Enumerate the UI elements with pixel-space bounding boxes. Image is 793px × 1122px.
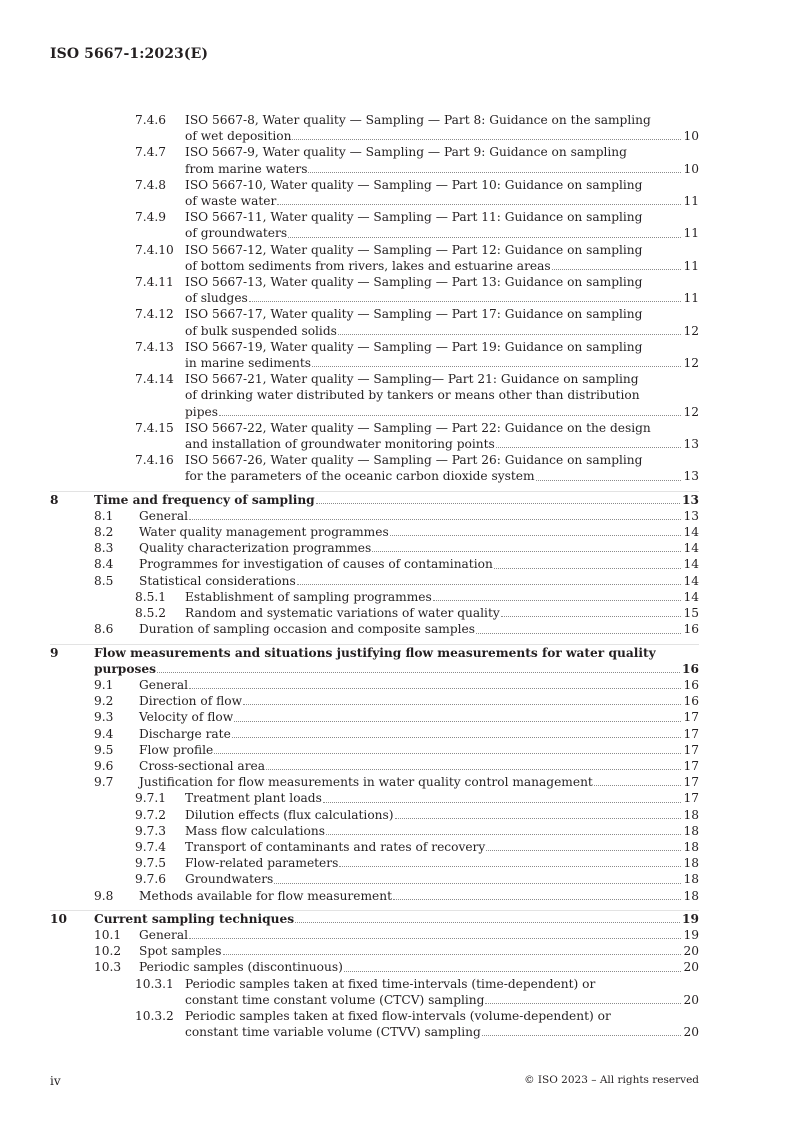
toc-entry-page: 20 xyxy=(683,1025,699,1040)
toc-entry[interactable] xyxy=(50,677,699,693)
dot-leader xyxy=(249,301,682,302)
toc-entry-title: Current sampling techniques xyxy=(94,911,295,926)
toc-entry-number: 10.1 xyxy=(94,927,122,942)
toc-entry-title: Statistical considerations xyxy=(139,573,296,588)
toc-entry-title: Treatment plant loads xyxy=(185,791,322,806)
toc-entry[interactable] xyxy=(50,871,699,887)
toc-entry[interactable] xyxy=(50,621,699,637)
toc-entry-title: Time and frequency of sampling xyxy=(94,492,315,507)
toc-entry-page: 19 xyxy=(683,927,699,942)
dot-leader xyxy=(274,883,681,884)
toc-entry-page: 18 xyxy=(683,888,699,903)
toc-entry[interactable] xyxy=(50,589,699,605)
toc-entry-number: 9.7.2 xyxy=(135,807,167,822)
toc-entry[interactable] xyxy=(50,508,699,524)
toc-entry-page: 16 xyxy=(683,694,699,709)
toc-entry-page: 11 xyxy=(683,194,699,209)
toc-entry-number: 9.8 xyxy=(94,888,114,903)
toc-entry[interactable] xyxy=(50,605,699,621)
dot-leader xyxy=(594,785,682,786)
toc-entry-page: 13 xyxy=(683,469,699,484)
toc-entry-title: of drinking water distributed by tankers or means other than distribution xyxy=(185,388,640,403)
document-header: ISO 5667-1:2023(E) xyxy=(50,46,209,62)
toc-entry-number: 9.7 xyxy=(94,775,114,790)
toc-entry-page: 18 xyxy=(683,872,699,887)
toc-entry-page: 11 xyxy=(683,258,699,273)
toc-entry-title: ISO 5667-19, Water quality — Sampling — Part 19: Guidance on sampling xyxy=(185,339,643,354)
toc-entry-page: 11 xyxy=(683,226,699,241)
toc-entry-number: 9.6 xyxy=(94,758,114,773)
toc-entry-page: 17 xyxy=(683,791,699,806)
toc-entry-title: General xyxy=(139,508,188,523)
dot-leader xyxy=(214,753,681,754)
dot-leader xyxy=(312,366,681,367)
dot-leader xyxy=(295,922,680,923)
toc-entry-title: ISO 5667-12, Water quality — Sampling — Part 12: Guidance on sampling xyxy=(185,242,643,257)
toc-entry-title: constant time variable volume (CTVV) sampling xyxy=(185,1025,481,1040)
toc-entry[interactable] xyxy=(50,726,699,742)
dot-leader xyxy=(344,971,682,972)
toc-entry[interactable] xyxy=(50,452,699,484)
dot-leader xyxy=(476,633,681,634)
dot-leader xyxy=(308,172,681,173)
toc-entry-page: 20 xyxy=(683,960,699,975)
toc-entry[interactable] xyxy=(50,959,699,975)
dot-leader xyxy=(482,1035,682,1036)
toc-entry-page: 10 xyxy=(683,161,699,176)
toc-entry-page: 13 xyxy=(682,492,699,507)
toc-entry-number: 7.4.14 xyxy=(135,372,174,387)
toc-entry-title: for the parameters of the oceanic carbon dioxide system xyxy=(185,469,535,484)
toc-entry-title: and installation of groundwater monitoring points xyxy=(185,437,495,452)
dot-leader xyxy=(189,519,681,520)
toc-entry-page: 15 xyxy=(683,606,699,621)
dot-leader xyxy=(266,769,681,770)
toc-entry-title: Periodic samples taken at fixed flow-intervals (volume-dependent) or xyxy=(185,1008,611,1023)
toc-entry[interactable] xyxy=(50,709,699,725)
toc-entry-title: Velocity of flow xyxy=(139,710,234,725)
toc-entry[interactable] xyxy=(50,556,699,572)
toc-entry-title: Direction of flow xyxy=(139,694,243,709)
toc-entry-title: Flow-related parameters xyxy=(185,856,339,871)
toc-entry-page: 14 xyxy=(683,525,699,540)
toc-entry-title: of wet deposition xyxy=(185,129,292,144)
toc-entry-number: 7.4.8 xyxy=(135,177,167,192)
dot-leader xyxy=(288,237,681,238)
toc-entry-page: 18 xyxy=(683,823,699,838)
toc-entry[interactable] xyxy=(50,1008,699,1040)
toc-entry-title: ISO 5667-10, Water quality — Sampling — Part 10: Guidance on sampling xyxy=(185,177,643,192)
toc-entry-page: 11 xyxy=(683,291,699,306)
toc-entry-title: ISO 5667-26, Water quality — Sampling — Part 26: Guidance on sampling xyxy=(185,453,643,468)
toc-entry-number: 8.5 xyxy=(94,573,114,588)
toc-entry-title: ISO 5667-13, Water quality — Sampling — Part 13: Guidance on sampling xyxy=(185,275,643,290)
toc-entry-title: Water quality management programmes xyxy=(139,525,389,540)
toc-entry-number: 9.4 xyxy=(94,726,114,741)
toc-entry[interactable] xyxy=(50,888,699,904)
toc-entry-number: 8.1 xyxy=(94,508,114,523)
toc-entry[interactable] xyxy=(50,420,699,452)
toc-entry-number: 9.3 xyxy=(94,710,114,725)
toc-entry-number: 8.3 xyxy=(94,541,114,556)
toc-entry-page: 17 xyxy=(683,710,699,725)
dot-leader xyxy=(316,503,680,504)
dot-leader xyxy=(486,850,681,851)
toc-entry-title: ISO 5667-9, Water quality — Sampling — Part 9: Guidance on sampling xyxy=(185,145,627,160)
toc-entry-number: 7.4.16 xyxy=(135,453,174,468)
toc-entry[interactable] xyxy=(50,976,699,1008)
toc-entry-page: 16 xyxy=(682,661,699,676)
toc-entry-title: ISO 5667-11, Water quality — Sampling — Part 11: Guidance on sampling xyxy=(185,210,643,225)
toc-entry[interactable] xyxy=(50,573,699,589)
toc-entry-title: ISO 5667-22, Water quality — Sampling — Part 22: Guidance on the design xyxy=(185,420,651,435)
toc-entry[interactable] xyxy=(50,371,699,420)
toc-entry-number: 7.4.15 xyxy=(135,420,174,435)
dot-leader xyxy=(323,802,682,803)
dot-leader xyxy=(189,938,681,939)
dot-leader xyxy=(223,954,682,955)
toc-entry-title: Cross-sectional area xyxy=(139,758,265,773)
toc-entry-number: 8 xyxy=(50,492,59,507)
dot-leader xyxy=(292,139,681,140)
toc-entry[interactable] xyxy=(50,144,699,176)
toc-entry-number: 9.7.4 xyxy=(135,839,167,854)
dot-leader xyxy=(496,447,682,448)
toc-entry-title: of bottom sediments from rivers, lakes and estuarine areas xyxy=(185,258,551,273)
toc-entry-title: Dilution effects (flux calculations) xyxy=(185,807,394,822)
toc-entry-title: of sludges xyxy=(185,291,248,306)
toc-entry[interactable] xyxy=(50,540,699,556)
toc-entry-title: Duration of sampling occasion and composite samples xyxy=(139,622,475,637)
toc-entry-number: 7.4.9 xyxy=(135,210,167,225)
toc-entry[interactable] xyxy=(50,177,699,209)
dot-leader xyxy=(243,704,681,705)
toc-entry-page: 17 xyxy=(683,726,699,741)
toc-entry-page: 17 xyxy=(683,758,699,773)
toc-entry-page: 18 xyxy=(683,856,699,871)
dot-leader xyxy=(390,535,682,536)
toc-entry-page: 13 xyxy=(683,437,699,452)
toc-entry-page: 16 xyxy=(683,677,699,692)
toc-entry-page: 17 xyxy=(683,742,699,757)
toc-entry-page: 18 xyxy=(683,807,699,822)
toc-entry-number: 8.5.2 xyxy=(135,606,167,621)
toc-entry[interactable] xyxy=(50,742,699,758)
dot-leader xyxy=(232,737,682,738)
toc-entry[interactable] xyxy=(50,758,699,774)
toc-entry-title: in marine sediments xyxy=(185,356,312,371)
toc-entry-title: Discharge rate xyxy=(139,726,231,741)
toc-entry[interactable] xyxy=(50,943,699,959)
toc-entry-title: Groundwaters xyxy=(185,872,274,887)
dot-leader xyxy=(339,866,681,867)
toc-entry-number: 7.4.10 xyxy=(135,242,174,257)
toc-entry[interactable] xyxy=(50,790,699,806)
toc-entry-page: 19 xyxy=(682,911,699,926)
toc-entry-title: Spot samples xyxy=(139,944,222,959)
toc-entry-title: General xyxy=(139,927,188,942)
toc-entry-title: ISO 5667-17, Water quality — Sampling — Part 17: Guidance on sampling xyxy=(185,307,643,322)
toc-entry[interactable] xyxy=(50,306,699,338)
toc-entry-title: pipes xyxy=(185,404,218,419)
toc-entry-number: 9.7.5 xyxy=(135,856,167,871)
toc-entry-page: 14 xyxy=(683,589,699,604)
toc-entry-title: Flow profile xyxy=(139,742,214,757)
toc-entry-number: 7.4.11 xyxy=(135,275,174,290)
toc-entry-number: 8.2 xyxy=(94,525,114,540)
dot-leader xyxy=(277,204,681,205)
toc-entry[interactable] xyxy=(50,339,699,371)
toc-entry-number: 7.4.6 xyxy=(135,113,167,127)
toc-entry-title: constant time constant volume (CTCV) sampling xyxy=(185,992,485,1007)
dot-leader xyxy=(189,688,681,689)
toc-entry-title: of groundwaters xyxy=(185,226,288,241)
dot-leader xyxy=(395,818,682,819)
toc-entry-title: from marine waters xyxy=(185,161,308,176)
toc-entry-number: 8.4 xyxy=(94,557,114,572)
toc-entry-page: 12 xyxy=(683,404,699,419)
toc-entry[interactable] xyxy=(50,492,699,508)
toc-entry-number: 9.1 xyxy=(94,677,114,692)
toc-entry-page: 18 xyxy=(683,839,699,854)
toc-entry-number: 9.7.1 xyxy=(135,791,167,806)
toc-entry-number: 10.2 xyxy=(94,944,122,959)
toc-entry-title: Quality characterization programmes xyxy=(139,541,372,556)
dot-leader xyxy=(536,480,682,481)
toc-entry[interactable] xyxy=(50,112,699,144)
toc-entry-number: 8.5.1 xyxy=(135,589,167,604)
dot-leader xyxy=(501,616,682,617)
toc-entry-page: 13 xyxy=(683,508,699,523)
dot-leader xyxy=(372,551,681,552)
toc-entry-number: 10 xyxy=(50,911,67,926)
toc-entry[interactable] xyxy=(50,645,699,677)
toc-entry-title: Justification for flow measurements in water quality control management xyxy=(139,775,593,790)
toc-entry-title: Methods available for flow measurement xyxy=(139,888,392,903)
toc-entry-number: 9.5 xyxy=(94,742,114,757)
toc-entry-page: 14 xyxy=(683,573,699,588)
toc-entry-title: ISO 5667-8, Water quality — Sampling — Part 8: Guidance on the sampling xyxy=(185,113,651,127)
toc-entry-title: Periodic samples (discontinuous) xyxy=(139,960,343,975)
toc-entry-number: 10.3 xyxy=(94,960,122,975)
dot-leader xyxy=(219,415,682,416)
toc-entry-title: Establishment of sampling programmes xyxy=(185,589,432,604)
toc-entry-number: 9 xyxy=(50,645,59,660)
toc-entry[interactable] xyxy=(50,693,699,709)
toc-entry-number: 7.4.12 xyxy=(135,307,174,322)
toc-entry-number: 9.7.3 xyxy=(135,823,167,838)
toc-entry[interactable] xyxy=(50,823,699,839)
toc-entry-page: 10 xyxy=(683,129,699,144)
page-number: iv xyxy=(50,1074,61,1088)
toc-entry[interactable] xyxy=(50,524,699,540)
toc-entry[interactable] xyxy=(50,927,699,943)
toc-entry-page: 20 xyxy=(683,944,699,959)
copyright-notice: © ISO 2023 – All rights reserved xyxy=(524,1074,699,1086)
dot-leader xyxy=(326,834,682,835)
toc-entry-page: 14 xyxy=(683,541,699,556)
toc-entry[interactable] xyxy=(50,855,699,871)
dot-leader xyxy=(433,600,682,601)
toc-entry-number: 7.4.7 xyxy=(135,145,167,160)
dot-leader xyxy=(494,568,682,569)
toc-entry-number: 10.3.1 xyxy=(135,976,174,991)
dot-leader xyxy=(485,1003,681,1004)
toc-entry-title: ISO 5667-21, Water quality — Sampling— Part 21: Guidance on sampling xyxy=(185,372,639,387)
toc-entry[interactable] xyxy=(50,242,699,274)
toc-entry[interactable] xyxy=(50,911,699,927)
dot-leader xyxy=(552,269,682,270)
toc-entry-title: purposes xyxy=(94,661,156,676)
toc-entry[interactable] xyxy=(50,839,699,855)
toc-entry[interactable] xyxy=(50,209,699,241)
toc-entry[interactable] xyxy=(50,807,699,823)
toc-entry-page: 20 xyxy=(683,992,699,1007)
toc-entry-title: Periodic samples taken at fixed time-intervals (time-dependent) or xyxy=(185,976,596,991)
toc-entry-title: General xyxy=(139,677,188,692)
toc-entry-number: 9.2 xyxy=(94,694,114,709)
toc-entry-number: 8.6 xyxy=(94,622,114,637)
toc-entry-title: of bulk suspended solids xyxy=(185,323,337,338)
dot-leader xyxy=(297,584,682,585)
toc-entry-page: 12 xyxy=(683,356,699,371)
toc-entry-title: Programmes for investigation of causes of contamination xyxy=(139,557,493,572)
dot-leader xyxy=(393,899,681,900)
toc-entry-title: Transport of contaminants and rates of recovery xyxy=(185,839,486,854)
toc-entry-title: of waste water xyxy=(185,194,277,209)
toc-entry-title: Mass flow calculations xyxy=(185,823,325,838)
toc-entry-number: 10.3.2 xyxy=(135,1008,174,1023)
toc-entry[interactable] xyxy=(50,274,699,306)
table-of-contents xyxy=(50,112,699,1040)
dot-leader xyxy=(157,672,680,673)
toc-entry-number: 9.7.6 xyxy=(135,872,167,887)
toc-entry-title: Flow measurements and situations justifying flow measurements for water quality xyxy=(94,645,656,660)
dot-leader xyxy=(234,721,681,722)
dot-leader xyxy=(338,334,682,335)
toc-entry-page: 12 xyxy=(683,323,699,338)
toc-entry-page: 17 xyxy=(683,775,699,790)
toc-entry-number: 7.4.13 xyxy=(135,339,174,354)
toc-entry-page: 14 xyxy=(683,557,699,572)
toc-entry-page: 16 xyxy=(683,622,699,637)
toc-entry-title: Random and systematic variations of water quality xyxy=(185,606,500,621)
toc-entry[interactable] xyxy=(50,774,699,790)
